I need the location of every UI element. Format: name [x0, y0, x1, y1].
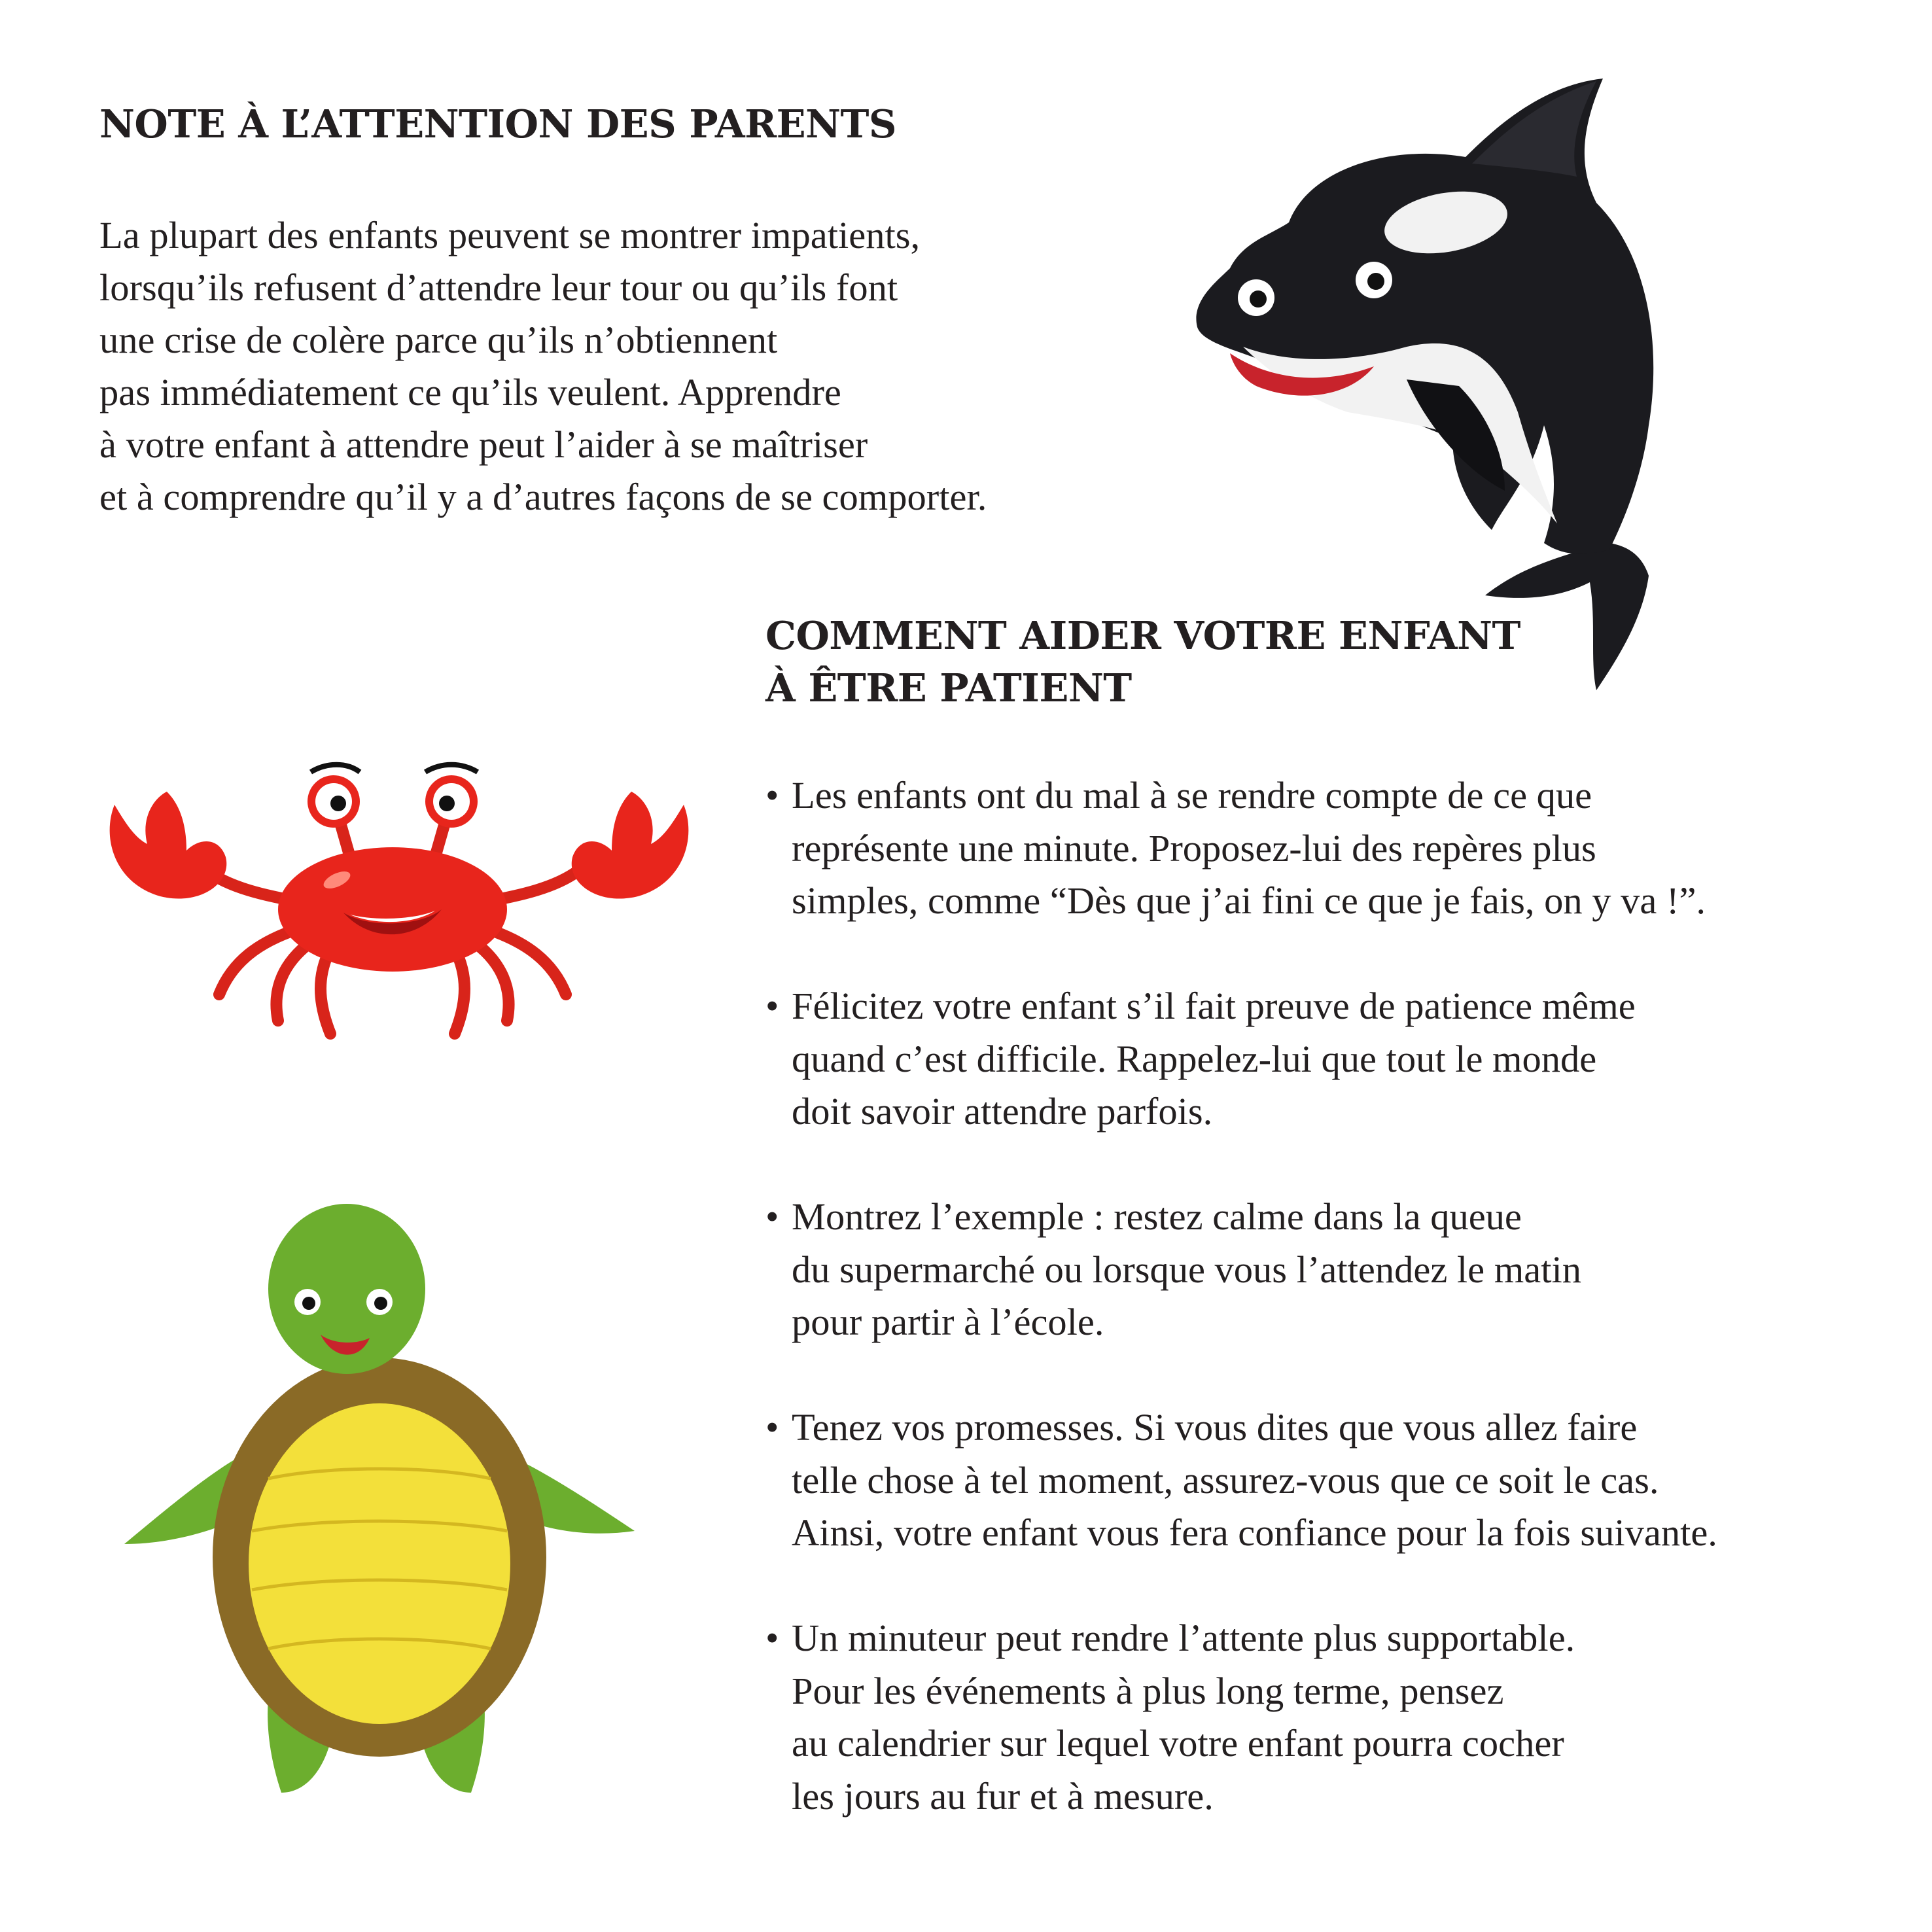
intro-line: et à comprendre qu’il y a d’autres façons de se comporter.: [99, 476, 987, 518]
tip-line: les jours au fur et à mesure.: [792, 1774, 1214, 1818]
intro-line: à votre enfant à attendre peut l’aider à se maîtriser: [99, 423, 868, 466]
tip-line: Montrez l’exemple : restez calme dans la queue: [792, 1195, 1522, 1238]
tip-item: [765, 769, 1904, 928]
crab-claw-right: [572, 792, 689, 899]
tip-line: telle chose à tel moment, assurez-vous que ce soit le cas.: [792, 1458, 1659, 1502]
crab-illustration: [88, 746, 710, 1060]
tip-line: au calendrier sur lequel votre enfant pourra cocher: [792, 1722, 1564, 1765]
crab-leg: [455, 949, 465, 1034]
tip-item: [765, 980, 1904, 1138]
bullet: •: [765, 1195, 779, 1238]
help-title-line: COMMENT AIDER VOTRE ENFANT: [765, 613, 1520, 658]
intro-paragraph: [99, 209, 1212, 523]
intro-line: une crise de colère parce qu’ils n’obtiennent: [99, 319, 778, 361]
orca-pupil: [1367, 273, 1384, 290]
turtle-pupil: [374, 1297, 387, 1310]
crab-brow: [425, 765, 478, 772]
orca-illustration: [1191, 72, 1714, 694]
crab-brow: [311, 765, 360, 772]
tip-item: [765, 1191, 1904, 1349]
orca-pupil: [1250, 290, 1267, 307]
tips-list: [765, 769, 1904, 1876]
orca-body: [1196, 79, 1653, 554]
bullet: •: [765, 1406, 779, 1449]
tip-item: [765, 1401, 1904, 1560]
tip-line: Ainsi, votre enfant vous fera confiance pour la fois suivante.: [792, 1511, 1717, 1554]
bullet: •: [765, 985, 779, 1027]
turtle-pupil: [302, 1297, 315, 1310]
crab-shell: [278, 847, 507, 972]
crab-pupil: [330, 796, 346, 811]
bullet: •: [765, 1617, 779, 1659]
turtle-illustration: [111, 1204, 654, 1806]
help-title-line: À ÊTRE PATIENT: [765, 665, 1132, 711]
crab-pupil: [439, 796, 455, 811]
intro-line: La plupart des enfants peuvent se montrer impatients,: [99, 214, 921, 256]
crab-leg: [321, 949, 330, 1034]
tip-line: représente une minute. Proposez-lui des repères plus: [792, 826, 1596, 869]
tip-line: quand c’est difficile. Rappelez-lui que tout le monde: [792, 1037, 1597, 1080]
turtle-shell: [249, 1403, 510, 1724]
tip-line: du supermarché ou lorsque vous l’attendez le matin: [792, 1248, 1581, 1291]
intro-line: lorsqu’ils refusent d’attendre leur tour ou qu’ils font: [99, 266, 898, 309]
crab-claw-left: [110, 792, 227, 899]
intro-line: pas immédiatement ce qu’ils veulent. Apprendre: [99, 371, 841, 413]
tip-line: simples, comme “Dès que j’ai fini ce que je fais, on y va !”.: [792, 879, 1706, 922]
orca-tail: [1485, 543, 1649, 690]
tip-line: Pour les événements à plus long terme, pensez: [792, 1669, 1504, 1712]
crab-leg: [276, 942, 311, 1021]
tip-line: Les enfants ont du mal à se rendre compte de ce que: [792, 774, 1592, 817]
tip-line: Félicitez votre enfant s’il fait preuve de patience même: [792, 985, 1636, 1027]
tip-line: Un minuteur peut rendre l’attente plus supportable.: [792, 1617, 1575, 1659]
tip-line: Tenez vos promesses. Si vous dites que vous allez faire: [792, 1406, 1638, 1449]
tip-line: doit savoir attendre parfois.: [792, 1090, 1213, 1133]
note-title: NOTE À L’ATTENTION DES PARENTS: [99, 101, 897, 147]
crab-leg: [474, 942, 509, 1021]
tip-item: [765, 1612, 1904, 1823]
tip-line: pour partir à l’école.: [792, 1301, 1104, 1343]
bullet: •: [765, 774, 779, 817]
